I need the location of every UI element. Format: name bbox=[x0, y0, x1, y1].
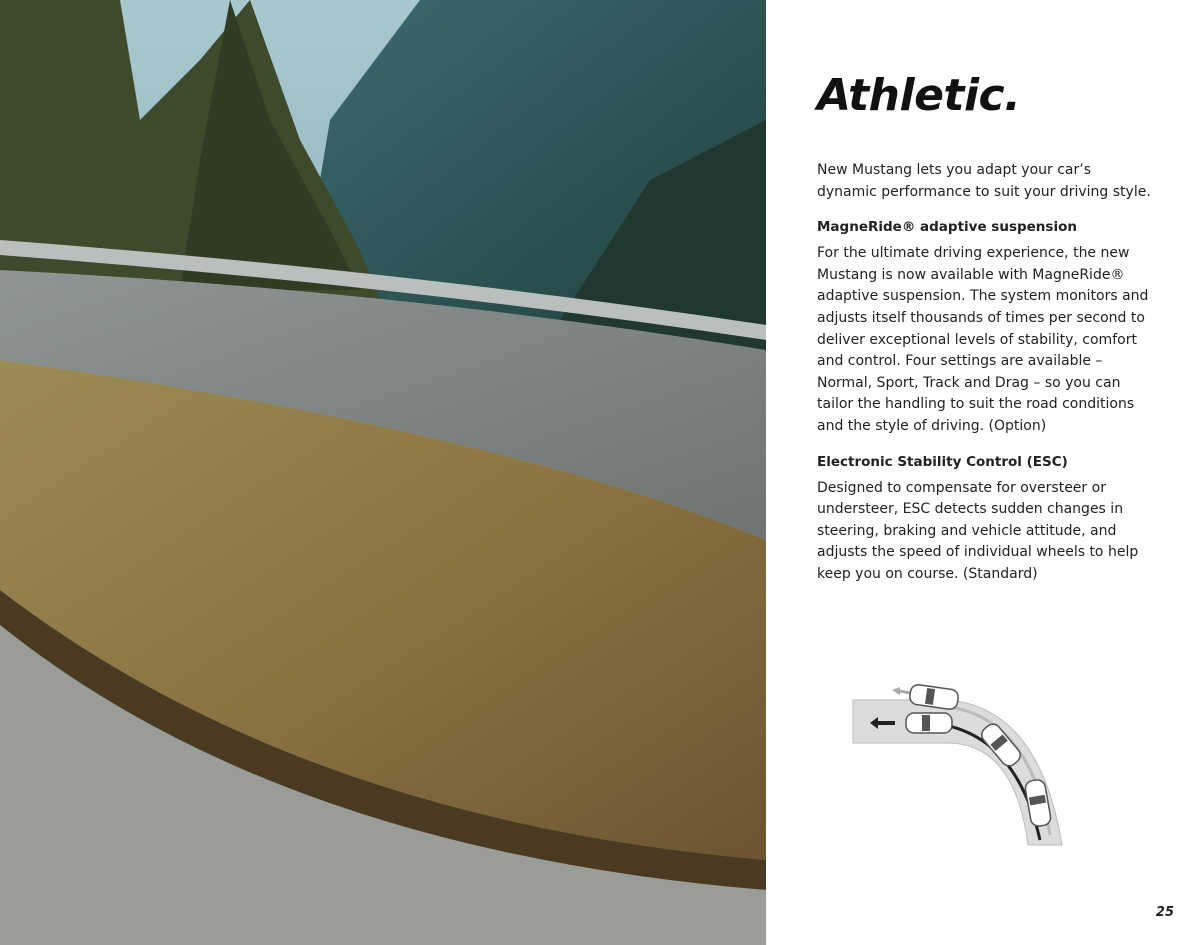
text-line: understeer, ESC detects sudden changes in bbox=[817, 501, 1124, 518]
text-line: adjusts the speed of individual wheels to help bbox=[817, 544, 1139, 561]
text-line: keep you on course. (Standard) bbox=[817, 565, 1038, 582]
text-line: adaptive suspension. The system monitors and bbox=[817, 288, 1149, 305]
esc-heading: Electronic Stability Control (ESC) bbox=[817, 453, 1068, 470]
text-line: For the ultimate driving experience, the new bbox=[817, 245, 1130, 262]
text-line: tailor the handling to suit the road conditions bbox=[817, 396, 1135, 413]
text-line: and the style of driving. (Option) bbox=[817, 417, 1047, 434]
intro-paragraph bbox=[817, 160, 1177, 203]
text-line: adjusts itself thousands of times per second to bbox=[817, 309, 1145, 326]
text-line: Normal, Sport, Track and Drag – so you can bbox=[817, 374, 1121, 391]
text-line: deliver exceptional levels of stability, comfort bbox=[817, 331, 1137, 348]
page-number: 25 bbox=[1155, 905, 1174, 920]
magneride-heading: MagneRide® adaptive suspension bbox=[817, 219, 1077, 236]
text-column bbox=[817, 70, 1177, 586]
text-line: Designed to compensate for oversteer or bbox=[817, 479, 1106, 496]
text-line: Mustang is now available with MagneRide® bbox=[817, 266, 1125, 283]
text-line: and control. Four settings are available – bbox=[817, 353, 1103, 370]
esc-paragraph bbox=[817, 478, 1177, 586]
esc-cornering-diagram bbox=[840, 675, 1070, 850]
text-line: steering, braking and vehicle attitude, and bbox=[817, 522, 1117, 539]
text-line: dynamic performance to suit your driving style. bbox=[817, 183, 1151, 200]
text-line: New Mustang lets you adapt your car’s bbox=[817, 162, 1091, 178]
page-title: Athletic. bbox=[817, 70, 1021, 121]
magneride-paragraph bbox=[817, 243, 1177, 437]
